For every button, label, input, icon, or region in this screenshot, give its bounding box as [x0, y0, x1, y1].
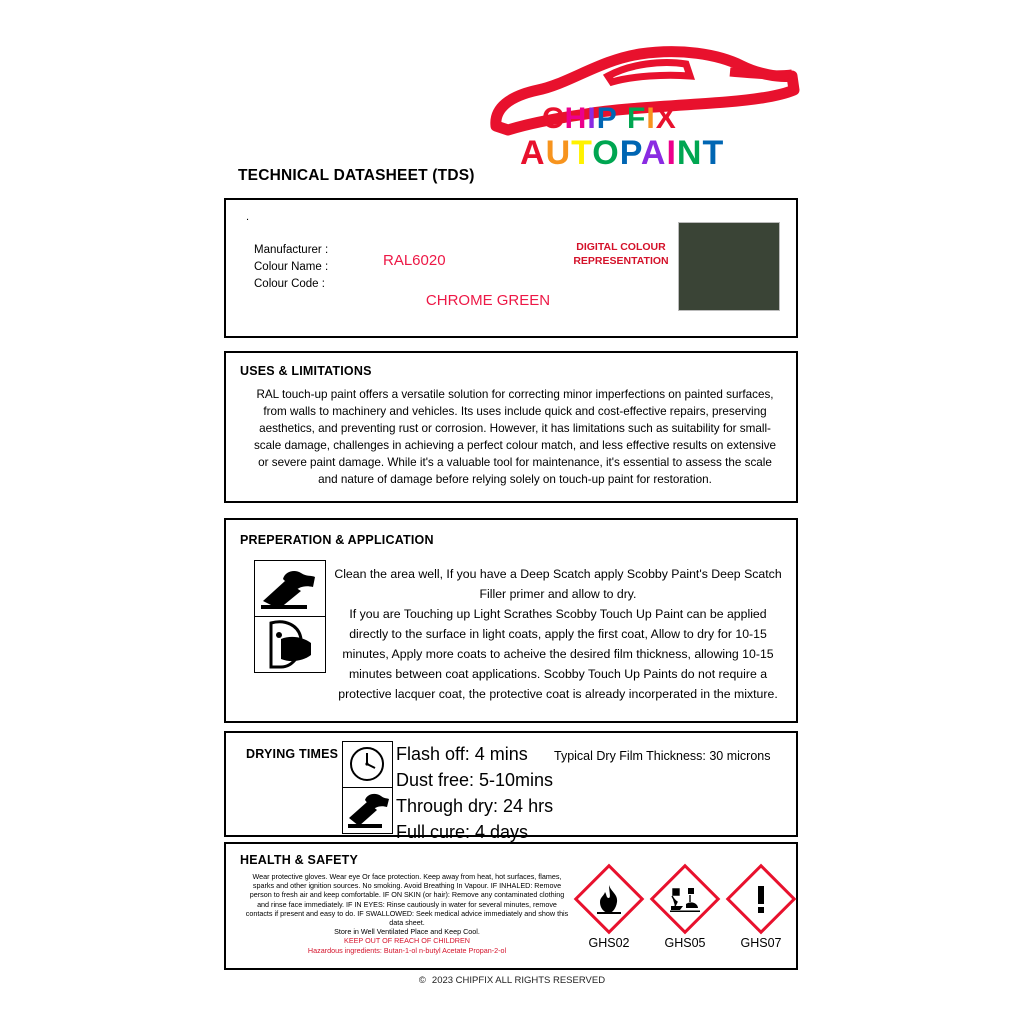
- digital-label-line1: DIGITAL COLOUR: [576, 241, 666, 253]
- preparation-application-box: [224, 518, 798, 723]
- health-body: Wear protective gloves. Wear eye Or face protection. Keep away from heat, hot surfaces, flames, sparks and other ignition sources. No smoking. Avoid Breathing In Vapour. IF INHALED: Remove person to fresh air and keep comfortable. IF ON SKIN (or hair): Remove any contaminated clothing and rinse face immediately. IF IN EYES: Rinse cautiously in water for several minutes, remove contacts if present and easy to do. IF SWALLOWED: Seek medical advice immediately and show this data sheet.: [245, 872, 569, 928]
- dry-film-thickness: Typical Dry Film Thickness: 30 microns: [554, 749, 771, 763]
- drying-icons: [342, 741, 393, 834]
- colour-name-value: CHROME GREEN: [425, 292, 551, 309]
- drying-line-full-cure: Full cure: 4 days: [396, 822, 529, 842]
- label-colour-code: Colour Code :: [254, 278, 325, 290]
- ghs02-pictogram: [574, 864, 645, 935]
- drying-times-list: [396, 741, 553, 845]
- preparation-title: PREPERATION & APPLICATION: [240, 533, 434, 547]
- clock-icon: [342, 741, 393, 788]
- preparation-paragraph-2: If you are Touching up Light Scrathes Scobby Touch Up Paint can be applied directly to the surface in light coats, apply the first coat, Allow to dry for 10-15 minutes, Apply more coats to acheive the desired film thickness, allowing 10-15 minutes between coat applications. Scobby Touch Up Paints do not require a protective lacquer coat, the protective coat is already incorperated in the mixture.: [338, 607, 778, 701]
- drying-title: DRYING TIMES: [246, 747, 339, 761]
- colour-swatch: [678, 222, 780, 311]
- hand-sanding-icon: [254, 560, 326, 617]
- face-mask-icon: [254, 617, 326, 673]
- digital-colour-representation-label: [556, 240, 686, 268]
- copyright-text: 2023 CHIPFIX ALL RIGHTS RESERVED: [431, 975, 606, 986]
- drying-line-through-dry: Through dry: 24 hrs: [396, 796, 554, 816]
- header-field-labels: [254, 242, 328, 293]
- brand-logo: [490, 30, 800, 170]
- logo-autopaint-text: AUTOPAINT: [520, 134, 725, 172]
- health-text: [244, 872, 570, 955]
- uses-limitations-box: [224, 351, 798, 503]
- sports-car-icon: [490, 30, 800, 170]
- health-keep-out: KEEP OUT OF REACH OF CHILDREN: [344, 936, 470, 946]
- ghs-item-exclamation: [730, 868, 792, 950]
- ghs-item-flame: [578, 868, 640, 950]
- health-safety-box: [224, 842, 798, 970]
- health-hazardous: Hazardous ingredients: Butan-1-ol n-butyl Acetate Propan-2-ol: [307, 945, 507, 955]
- health-title: HEALTH & SAFETY: [240, 853, 359, 867]
- logo-chipfix-text: CHIP FIX: [542, 102, 677, 135]
- digital-label-line2: REPRESENTATION: [573, 255, 669, 267]
- ghs02-label: GHS02: [588, 936, 630, 950]
- copyright-mark: ©: [418, 975, 426, 986]
- health-store: Store in Well Ventilated Place and Keep Cool.: [334, 927, 480, 937]
- preparation-icons: [254, 560, 324, 673]
- drying-line-dust-free: Dust free: 5-10mins: [396, 770, 554, 790]
- uses-title: USES & LIMITATIONS: [240, 364, 372, 378]
- uses-body: RAL touch-up paint offers a versatile solution for correcting minor imperfections on painted surfaces, from walls to machinery and vehicles. Its uses include quick and cost-effective repairs, preserving aesthetics, and preventing rust or corrosion. However, it has limitations such as suitability for small-scale damage, challenges in achieving a perfect colour match, and less effective results on extensive or severe paint damage. While it's a valuable tool for maintenance, it's essential to assess the scale and nature of damage before relying solely on touch-up paint for restoration.: [253, 388, 777, 486]
- ghs07-pictogram: [726, 864, 797, 935]
- preparation-text: [334, 564, 782, 704]
- preparation-paragraph-1: Clean the area well, If you have a Deep Scatch apply Scobby Paint's Deep Scatch Filler primer and allow to dry.: [334, 567, 782, 601]
- colour-code-value: RAL6020: [383, 252, 446, 269]
- page-title: TECHNICAL DATASHEET (TDS): [238, 167, 475, 184]
- ghs05-label: GHS05: [664, 936, 706, 950]
- ghs-pictogram-row: [578, 868, 792, 950]
- ghs05-pictogram: [650, 864, 721, 935]
- colour-header-box: [224, 198, 798, 338]
- ghs-item-corrosion: [654, 868, 716, 950]
- header-dot: .: [246, 211, 250, 223]
- copyright-footer: [0, 975, 1024, 986]
- exclamation-icon: [739, 877, 783, 921]
- label-colour-name: Colour Name :: [254, 261, 329, 273]
- corrosion-icon: [663, 877, 707, 921]
- flame-icon: [587, 877, 631, 921]
- drying-line-flash-off: Flash off: 4 mins: [396, 744, 528, 764]
- drying-times-box: [224, 731, 798, 842]
- label-manufacturer: Manufacturer :: [254, 244, 329, 256]
- paint-brush-icon: [342, 788, 393, 834]
- ghs07-label: GHS07: [740, 936, 782, 950]
